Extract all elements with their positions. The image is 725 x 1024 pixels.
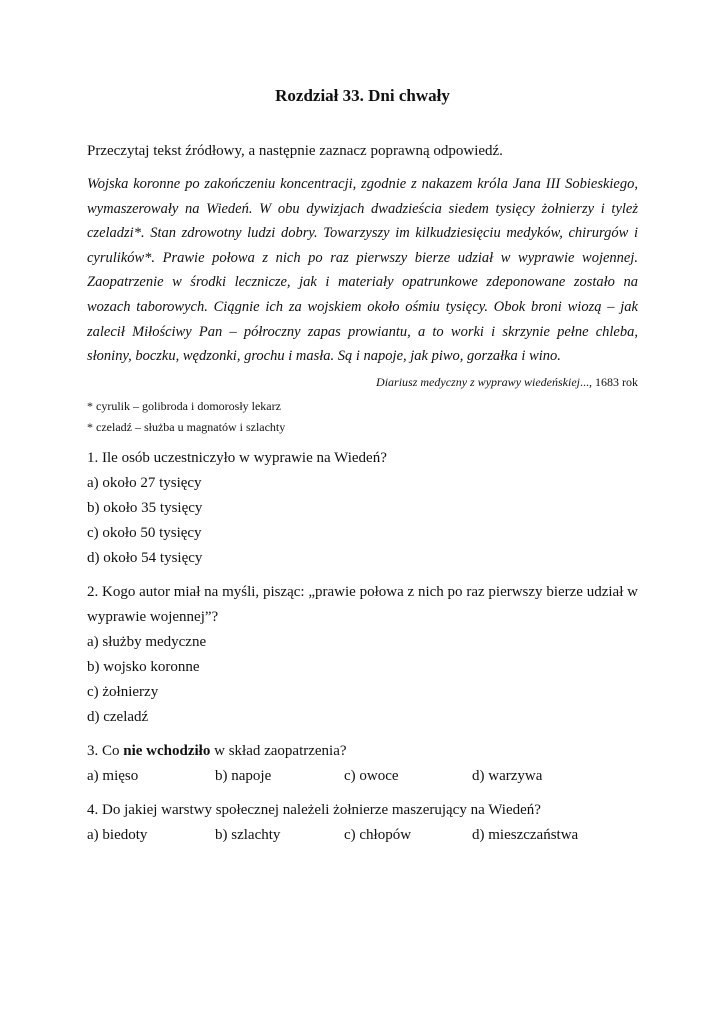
question-3-emphasis: nie wchodziło [123, 743, 211, 759]
page-title: Rozdział 33. Dni chwały [275, 86, 450, 105]
citation-rest: ..., 1683 rok [580, 375, 638, 389]
answer-option: c) około 50 tysięcy [87, 525, 202, 541]
question-3 [87, 743, 347, 760]
citation-title: Diariusz medyczny z wyprawy wiedeńskiej [376, 375, 580, 389]
question-2-continued: wyprawie wojennej”? [87, 609, 219, 625]
source-line: cyrulików*. Prawie połowa z nich po raz pierwszy bierze udział w wyprawie wojennej. [87, 249, 638, 266]
answer-option: a) biedoty [87, 827, 148, 843]
footnote: * cyrulik – golibroda i domorosły lekarz [87, 399, 281, 413]
source-line: Zaopatrzenie w środki lecznicze, jak i materiały opatrunkowe zdeponowane zostało na [87, 274, 638, 291]
instruction: Przeczytaj tekst źródłowy, a następnie zaznacz poprawną odpowiedź. [87, 143, 503, 159]
question-4: 4. Do jakiej warstwy społecznej należeli żołnierze maszerujący na Wiedeń? [87, 802, 541, 818]
answer-option: c) chłopów [344, 827, 412, 843]
question-3-text: 3. Co [87, 743, 124, 759]
source-citation [376, 375, 638, 390]
question-2: 2. Kogo autor miał na myśli, pisząc: „prawie połowa z nich po raz pierwszy bierze udział w [87, 584, 638, 600]
answer-option: a) mięso [87, 768, 139, 784]
answer-option: b) szlachty [215, 827, 281, 843]
answer-option: a) służby medyczne [87, 634, 207, 650]
answer-option: d) mieszczaństwa [472, 827, 579, 843]
source-line: czeladzi*. Stan zdrowotny ludzi dobry. Towarzyszy im kilkudziesięciu medyków, chirurgów i [87, 225, 638, 242]
source-text [87, 172, 638, 369]
source-line: wozach taborowych. Ciągnie ich za wojskiem około ośmiu tysięcy. Obok broni wiozą – jak [87, 298, 638, 315]
source-line: słoniny, boczku, wędzonki, grochu i masła. Są i napoje, jak piwo, gorzałka i wino. [87, 348, 561, 365]
source-line: wymaszerowały na Wiedeń. W obu dywizjach dwadzieścia siedem tysięcy żołnierzy i tyleż [87, 200, 638, 217]
answer-option: b) około 35 tysięcy [87, 500, 203, 516]
answer-option: b) napoje [215, 768, 272, 784]
source-line: zalecił Miłościwy Pan – półroczny zapas prowiantu, a to worki i skrzynie pełne chleba, [87, 323, 638, 340]
footnote: * czeladź – służba u magnatów i szlachty [87, 420, 286, 434]
answer-option: b) wojsko koronne [87, 659, 200, 675]
answer-option: d) czeladź [87, 709, 149, 725]
answer-option: d) około 54 tysięcy [87, 550, 203, 566]
question-1: 1. Ile osób uczestniczyło w wyprawie na Wiedeń? [87, 450, 387, 466]
source-line: Wojska koronne po zakończeniu koncentracji, zgodnie z nakazem króla Jana III Sobieskiego, [87, 176, 638, 192]
answer-option: a) około 27 tysięcy [87, 475, 202, 491]
answer-option: c) owoce [344, 768, 399, 784]
question-3-text-end: w skład zaopatrzenia? [210, 743, 347, 759]
answer-option: c) żołnierzy [87, 684, 159, 700]
answer-option: d) warzywa [472, 768, 543, 784]
